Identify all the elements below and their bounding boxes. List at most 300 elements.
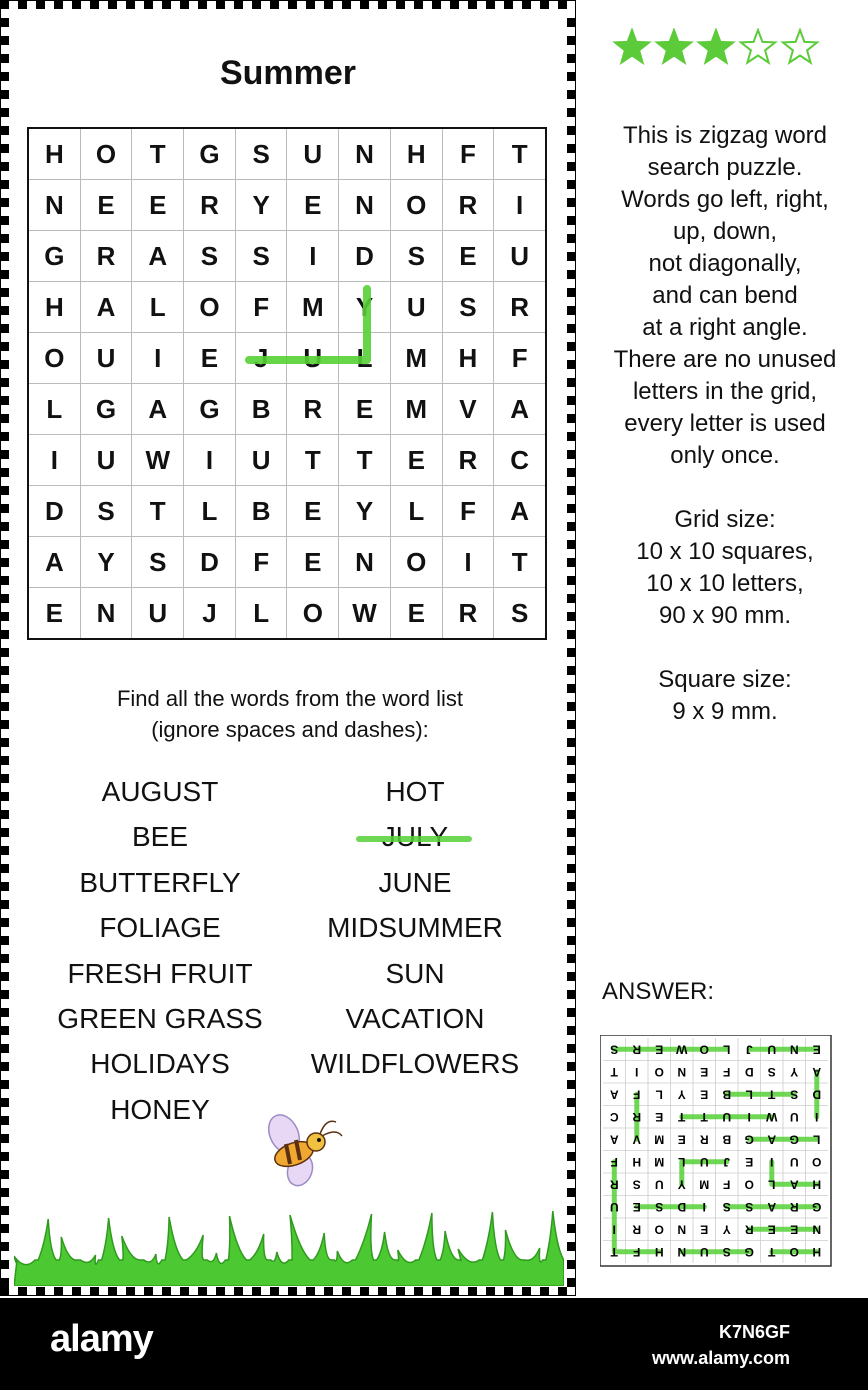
border-square [567, 819, 576, 828]
border-square [567, 1080, 576, 1089]
border-square [387, 1287, 396, 1296]
border-square [441, 1287, 450, 1296]
border-square [495, 1287, 504, 1296]
border-square [0, 306, 9, 315]
border-square [243, 0, 252, 9]
site-url: www.alamy.com [651, 1348, 790, 1368]
star-empty-icon [741, 30, 775, 63]
answer-cell-letter: S [632, 1177, 641, 1192]
border-square [423, 0, 432, 9]
grid-cell: I [184, 435, 236, 486]
border-square [0, 999, 9, 1008]
border-square [567, 108, 576, 117]
grid-cell: A [494, 384, 546, 435]
grid-cell: N [80, 588, 132, 640]
border-square [567, 18, 576, 27]
border-square [567, 585, 576, 594]
border-square [126, 1287, 135, 1296]
grid-cell: H [442, 333, 494, 384]
border-square [567, 81, 576, 90]
grid-cell: L [132, 282, 184, 333]
border-square [0, 459, 9, 468]
border-square [549, 0, 558, 9]
grid-cell: R [442, 180, 494, 231]
border-square [0, 945, 9, 954]
answer-cell-letter: U [654, 1177, 664, 1192]
answer-cell-letter: A [767, 1199, 777, 1214]
border-square [567, 675, 576, 684]
border-square [567, 711, 576, 720]
border-square [0, 216, 9, 225]
border-square [0, 369, 9, 378]
difficulty-rating [612, 28, 824, 68]
border-square [567, 243, 576, 252]
border-square [198, 0, 207, 9]
border-square [0, 675, 9, 684]
answer-cell-letter: F [723, 1064, 731, 1079]
border-square [0, 1188, 9, 1197]
alamy-logo: alamy [50, 1318, 153, 1360]
grid-cell: F [442, 486, 494, 537]
grid-cell: O [184, 282, 236, 333]
border-square [108, 1287, 117, 1296]
border-square [0, 468, 9, 477]
border-square [567, 135, 576, 144]
border-square [459, 1287, 468, 1296]
answer-cell-letter: N [677, 1222, 687, 1237]
border-square [567, 1026, 576, 1035]
border-square [567, 891, 576, 900]
border-square [0, 1170, 9, 1179]
border-square [27, 1287, 36, 1296]
square-size-line: 9 x 9 mm. [672, 698, 778, 725]
border-square [297, 0, 306, 9]
border-square [0, 693, 9, 702]
answer-cell-letter: A [789, 1177, 799, 1192]
border-square [0, 1080, 9, 1089]
border-square [0, 1152, 9, 1161]
border-square [0, 423, 9, 432]
answer-cell-letter: G [812, 1199, 822, 1214]
border-square [0, 711, 9, 720]
border-square [567, 1278, 576, 1287]
border-square [45, 0, 54, 9]
border-square [567, 324, 576, 333]
border-square [567, 270, 576, 279]
grid-cell: R [494, 282, 546, 333]
border-square [0, 900, 9, 909]
border-square [567, 54, 576, 63]
border-square [0, 1098, 9, 1107]
answer-cell-letter: L [768, 1177, 776, 1192]
border-square [567, 72, 576, 81]
border-square [0, 936, 9, 945]
grid-cell: U [287, 333, 339, 384]
border-square [207, 0, 216, 9]
border-square [0, 846, 9, 855]
answer-cell-letter: E [745, 1154, 754, 1169]
grid-size-line: 10 x 10 squares, [636, 538, 814, 565]
grid-cell: N [339, 537, 391, 588]
answer-cell-letter: N [789, 1042, 799, 1057]
border-square [0, 45, 9, 54]
word-fresh-fruit: FRESH FRUIT [67, 957, 253, 989]
answer-cell-letter: O [654, 1222, 664, 1237]
answer-cell-letter: Y [722, 1222, 731, 1237]
border-square [0, 1035, 9, 1044]
answer-cell-letter: G [744, 1132, 754, 1147]
grid-cell: H [28, 282, 80, 333]
border-square [162, 1287, 171, 1296]
border-square [567, 153, 576, 162]
border-square [396, 1287, 405, 1296]
border-square [99, 1287, 108, 1296]
border-square [567, 468, 576, 477]
border-square [36, 0, 45, 9]
grid-cell: E [390, 588, 442, 640]
border-square [0, 495, 9, 504]
border-square [531, 1287, 540, 1296]
grid-cell: D [28, 486, 80, 537]
answer-cell-letter: R [632, 1109, 642, 1124]
border-square [513, 0, 522, 9]
answer-cell-letter: U [722, 1109, 732, 1124]
answer-cell-letter: I [612, 1222, 616, 1237]
border-square [0, 135, 9, 144]
border-square [567, 495, 576, 504]
grid-cell: O [287, 588, 339, 640]
border-square [0, 117, 9, 126]
border-square [180, 1287, 189, 1296]
border-square [0, 765, 9, 774]
word-list-right [290, 773, 540, 1091]
border-square [567, 882, 576, 891]
border-square [0, 729, 9, 738]
border-square [567, 594, 576, 603]
grid-cell: I [287, 231, 339, 282]
grid-cell: O [390, 180, 442, 231]
border-square [549, 1287, 558, 1296]
answer-cell-letter: Y [790, 1064, 799, 1079]
border-square [342, 1287, 351, 1296]
border-square [0, 126, 9, 135]
border-square [0, 972, 9, 981]
border-square [396, 0, 405, 9]
border-square [567, 657, 576, 666]
border-square [567, 792, 576, 801]
border-square [0, 207, 9, 216]
answer-cell-letter: W [766, 1109, 778, 1124]
word-butterfly: BUTTERFLY [79, 866, 241, 898]
border-square [558, 0, 567, 9]
border-square [0, 864, 9, 873]
border-square [567, 729, 576, 738]
grid-cell: R [184, 180, 236, 231]
grid-cell: R [442, 588, 494, 640]
border-square [108, 0, 117, 9]
border-square [567, 1197, 576, 1206]
border-square [567, 774, 576, 783]
border-square [243, 1287, 252, 1296]
answer-cell-letter: R [789, 1199, 799, 1214]
border-square [567, 36, 576, 45]
border-square [0, 603, 9, 612]
grid-cell: A [28, 537, 80, 588]
border-square [0, 1215, 9, 1224]
border-square [567, 549, 576, 558]
strike-through-mark [356, 836, 472, 842]
answer-cell-letter: S [790, 1087, 799, 1102]
border-square [531, 0, 540, 9]
border-square [567, 477, 576, 486]
border-square [567, 423, 576, 432]
border-square [0, 612, 9, 621]
border-square [567, 621, 576, 630]
grid-cell: O [80, 128, 132, 180]
description-line: up, down, [672, 218, 778, 245]
border-square [567, 450, 576, 459]
word-july-found [382, 818, 448, 856]
letter-grid [27, 127, 547, 647]
border-square [567, 441, 576, 450]
border-square [0, 1008, 9, 1017]
border-square [567, 189, 576, 198]
answer-cell-letter: S [722, 1199, 731, 1214]
answer-cell-letter: U [699, 1154, 709, 1169]
border-square [45, 1287, 54, 1296]
word-honey: HONEY [110, 1093, 210, 1125]
border-square [18, 0, 27, 9]
border-square [0, 1197, 9, 1206]
border-square [0, 1224, 9, 1233]
border-square [270, 1287, 279, 1296]
border-square [0, 576, 9, 585]
border-square [567, 1116, 576, 1125]
answer-cell-letter: T [678, 1109, 686, 1124]
border-square [567, 1260, 576, 1269]
border-square [306, 1287, 315, 1296]
border-square [0, 630, 9, 639]
border-square [225, 0, 234, 9]
border-square [0, 774, 9, 783]
border-square [0, 990, 9, 999]
border-square [567, 900, 576, 909]
border-square [0, 18, 9, 27]
border-square [0, 666, 9, 675]
border-square [162, 0, 171, 9]
answer-cell-letter: T [700, 1109, 708, 1124]
border-square [567, 432, 576, 441]
border-square [0, 1089, 9, 1098]
grid-cell: G [184, 128, 236, 180]
border-square [9, 0, 18, 9]
answer-cell-letter: E [812, 1042, 821, 1057]
answer-cell-letter: U [789, 1154, 799, 1169]
answer-cell-letter: A [767, 1132, 777, 1147]
border-square [567, 702, 576, 711]
instructions [40, 683, 540, 745]
answer-cell-letter: E [655, 1109, 664, 1124]
border-square [0, 162, 9, 171]
border-square [567, 126, 576, 135]
grass-decoration [14, 1190, 564, 1286]
border-square [0, 1233, 9, 1242]
border-square [0, 360, 9, 369]
description-line: at a right angle. [642, 314, 808, 341]
answer-cell-letter: D [677, 1199, 687, 1214]
border-square [0, 252, 9, 261]
grid-cell: T [494, 537, 546, 588]
border-square [27, 0, 36, 9]
border-square [0, 378, 9, 387]
border-square [0, 432, 9, 441]
border-square [0, 909, 9, 918]
border-square [0, 594, 9, 603]
answer-cell-letter: L [813, 1132, 821, 1147]
border-square [189, 1287, 198, 1296]
border-square [567, 864, 576, 873]
grid-size-line: Grid size: [674, 506, 776, 533]
border-square [0, 1278, 9, 1287]
border-square [0, 1260, 9, 1269]
border-square [0, 1269, 9, 1278]
border-square [0, 1206, 9, 1215]
border-square [477, 0, 486, 9]
border-square [0, 72, 9, 81]
answer-cell-letter: F [633, 1087, 641, 1102]
border-square [567, 801, 576, 810]
grid-cell: E [390, 435, 442, 486]
border-square [567, 1125, 576, 1134]
border-square [0, 144, 9, 153]
grid-cell: N [339, 128, 391, 180]
grid-cell: F [494, 333, 546, 384]
grid-cell: T [339, 435, 391, 486]
border-square [567, 1251, 576, 1260]
grid-cell: S [442, 282, 494, 333]
answer-cell-letter: V [632, 1132, 641, 1147]
grid-cell: W [132, 435, 184, 486]
border-square [567, 936, 576, 945]
grid-cell: M [287, 282, 339, 333]
border-square [0, 396, 9, 405]
border-square [423, 1287, 432, 1296]
border-square [0, 9, 9, 18]
border-square [495, 0, 504, 9]
answer-cell-letter: G [744, 1244, 754, 1259]
border-square [513, 1287, 522, 1296]
border-square [567, 90, 576, 99]
grid-cell: T [494, 128, 546, 180]
border-square [567, 1089, 576, 1098]
description-line: Words go left, right, [621, 186, 829, 213]
answer-cell-letter: E [700, 1222, 709, 1237]
border-square [0, 720, 9, 729]
answer-cell-letter: T [768, 1087, 776, 1102]
star-empty-icon [783, 30, 817, 63]
border-square [0, 189, 9, 198]
border-square [0, 504, 9, 513]
border-square [0, 1044, 9, 1053]
answer-cell-letter: T [610, 1244, 618, 1259]
answer-grid [600, 1035, 832, 1267]
border-square [567, 63, 576, 72]
border-square [324, 1287, 333, 1296]
border-square [567, 918, 576, 927]
border-square [0, 891, 9, 900]
border-square [567, 252, 576, 261]
answer-cell-letter: N [812, 1222, 822, 1237]
grid-cell: D [184, 537, 236, 588]
border-square [0, 882, 9, 891]
word-list-left [40, 773, 280, 1136]
answer-cell-letter: O [654, 1064, 664, 1079]
border-square [567, 369, 576, 378]
answer-cell-letter: R [609, 1177, 619, 1192]
border-square [0, 837, 9, 846]
border-square [0, 522, 9, 531]
border-square [567, 405, 576, 414]
border-square [0, 333, 9, 342]
grid-cell: A [132, 384, 184, 435]
grid-cell: I [442, 537, 494, 588]
border-square [567, 954, 576, 963]
answer-label: ANSWER: [602, 978, 715, 1005]
border-square [0, 180, 9, 189]
answer-cell-letter: T [768, 1244, 776, 1259]
border-square [36, 1287, 45, 1296]
answer-cell-letter: E [790, 1222, 799, 1237]
grid-cell: U [235, 435, 287, 486]
border-square [0, 198, 9, 207]
answer-cell-letter: F [723, 1177, 731, 1192]
answer-cell-letter: B [722, 1087, 732, 1102]
border-square [135, 1287, 144, 1296]
border-square [0, 513, 9, 522]
border-square [567, 9, 576, 18]
border-square [0, 792, 9, 801]
answer-cell-letter: S [655, 1199, 664, 1214]
grid-cell: I [28, 435, 80, 486]
grid-cell: U [132, 588, 184, 640]
grid-cell: Y [235, 180, 287, 231]
border-square [567, 972, 576, 981]
border-square [567, 1107, 576, 1116]
border-square [0, 1125, 9, 1134]
answer-cell-letter: E [655, 1042, 664, 1057]
grid-cell: U [80, 435, 132, 486]
border-square [504, 1287, 513, 1296]
border-square [441, 0, 450, 9]
border-square [567, 1170, 576, 1179]
border-square [0, 225, 9, 234]
border-square [567, 693, 576, 702]
border-square [0, 1107, 9, 1116]
border-square [450, 1287, 459, 1296]
image-code: K7N6GF [718, 1322, 790, 1342]
border-square [567, 261, 576, 270]
border-square [567, 396, 576, 405]
border-square [297, 1287, 306, 1296]
border-square [459, 0, 468, 9]
border-square [0, 585, 9, 594]
grid-cell: S [494, 588, 546, 640]
answer-cell-letter: L [655, 1087, 663, 1102]
answer-cell-letter: E [767, 1222, 776, 1237]
border-square [0, 954, 9, 963]
border-square [567, 927, 576, 936]
border-square [153, 0, 162, 9]
